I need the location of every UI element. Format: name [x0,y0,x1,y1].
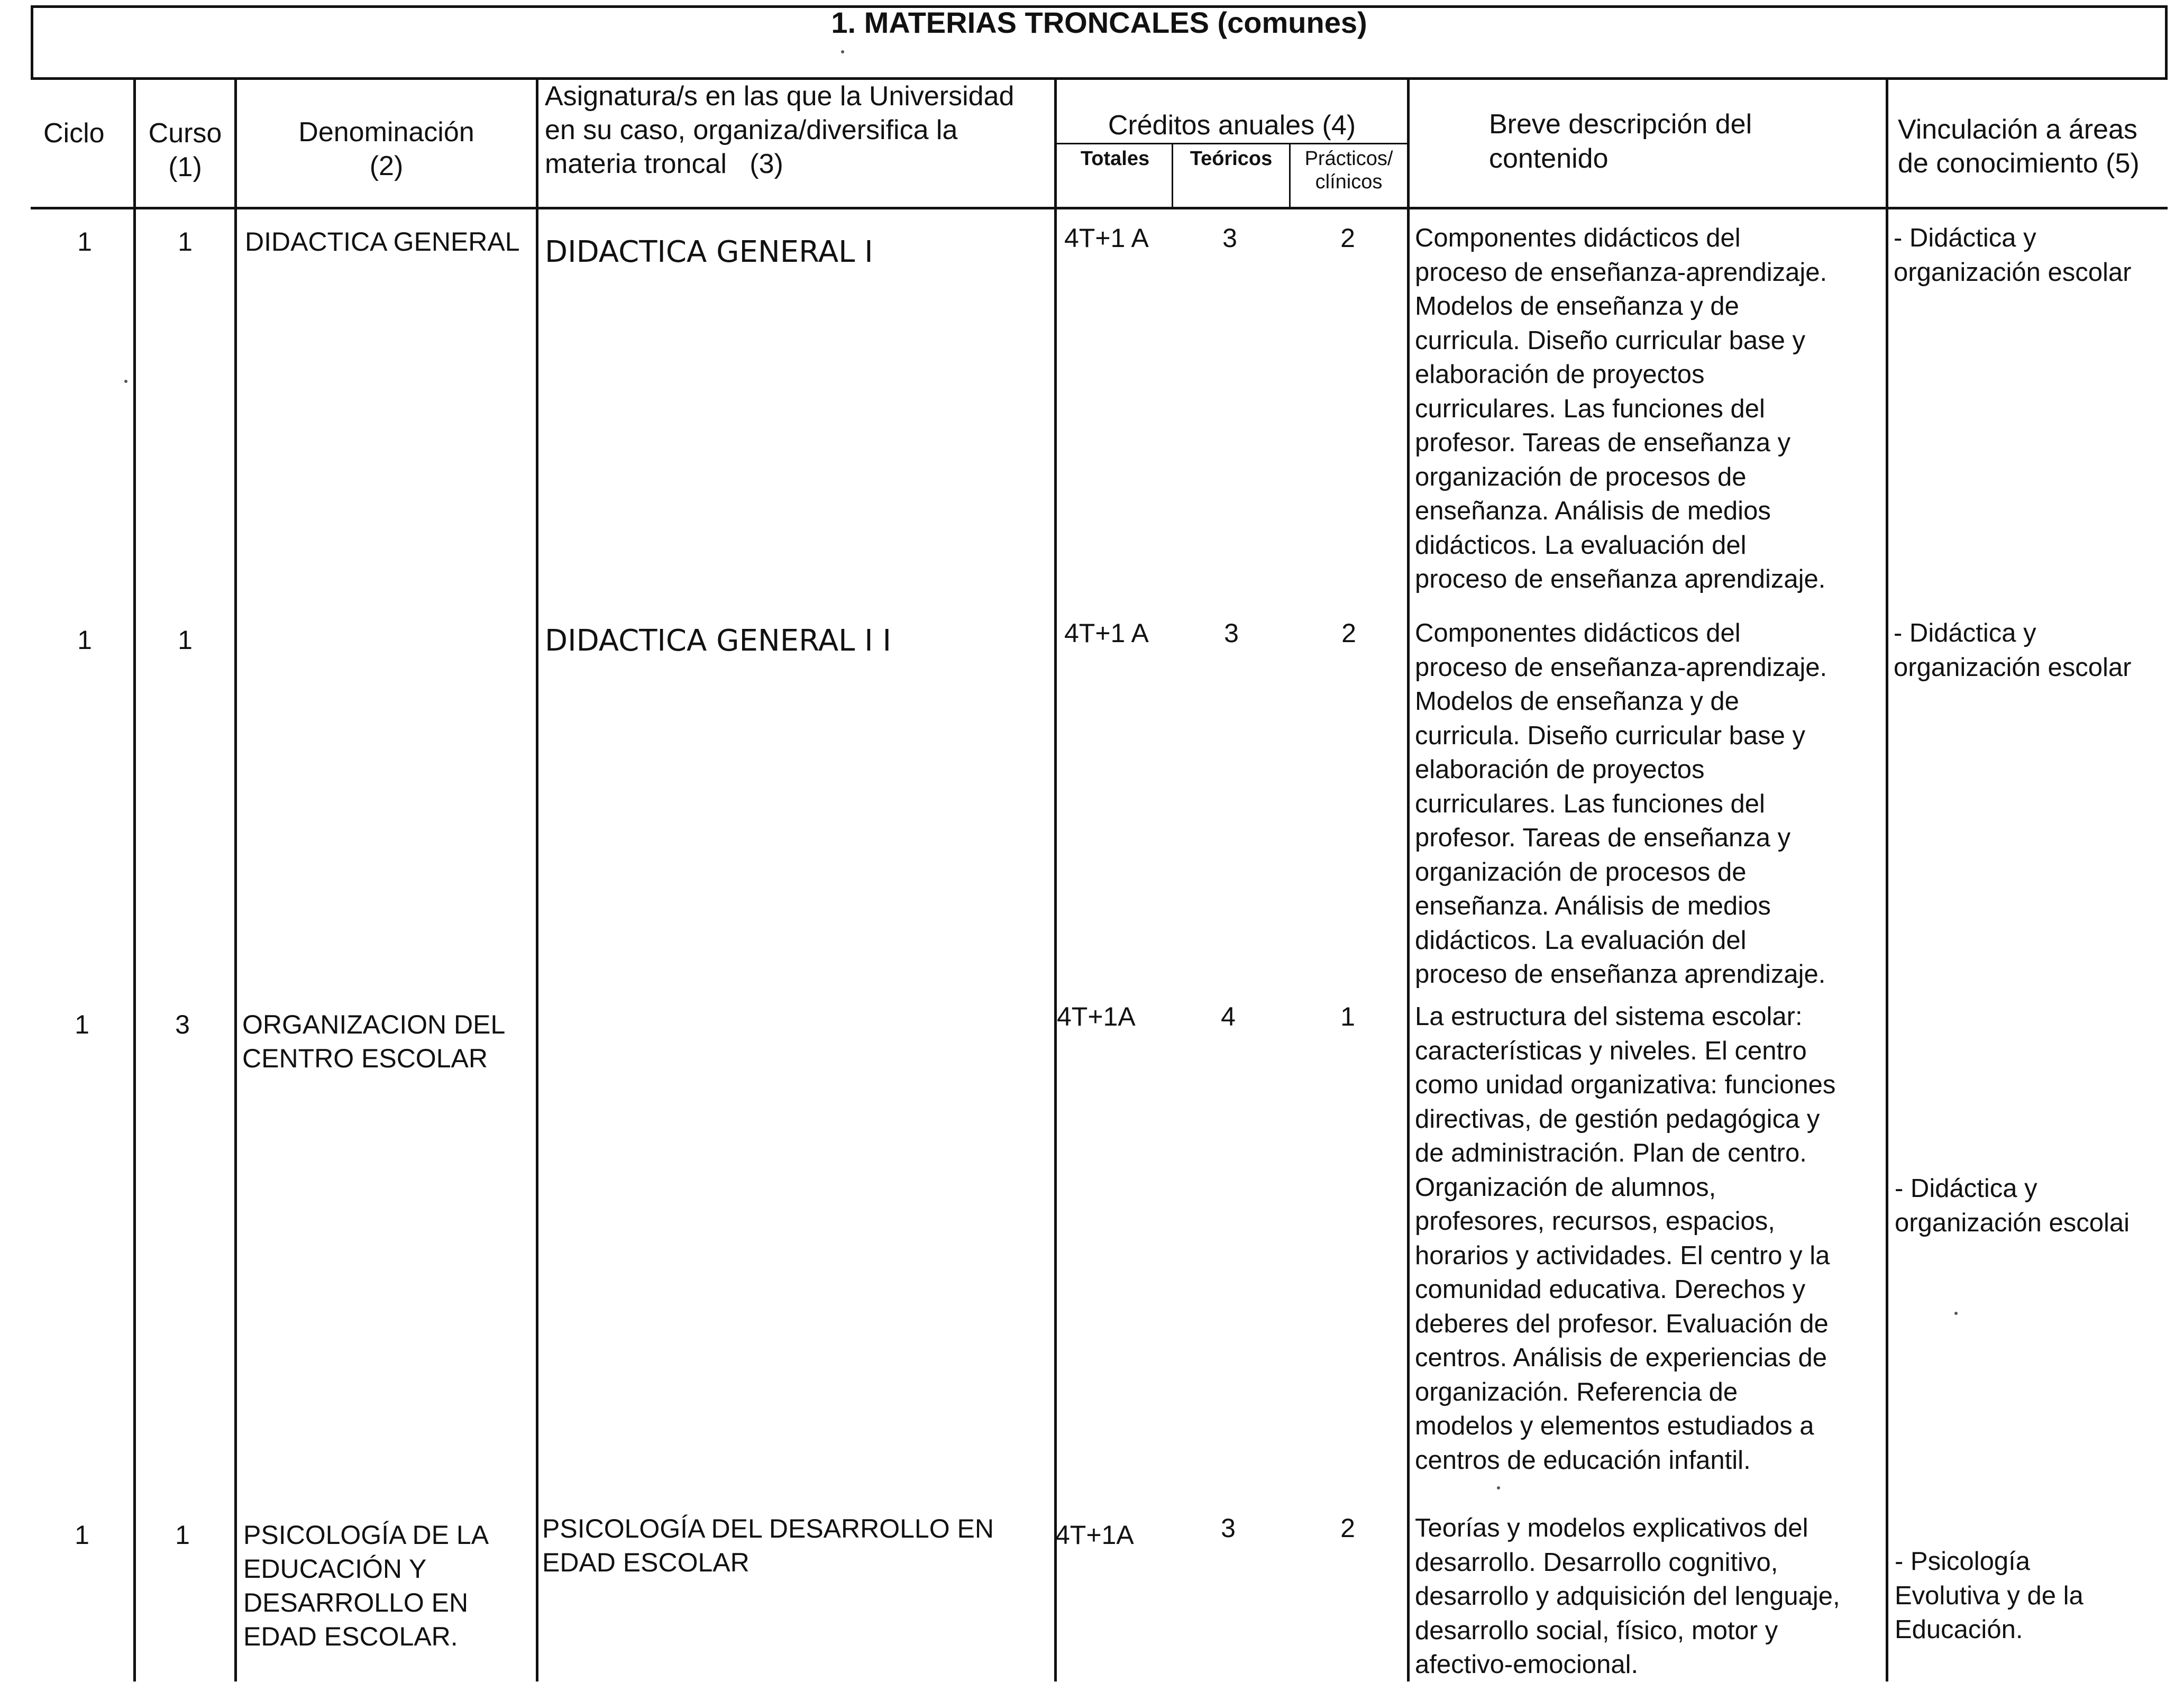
vinculacion-line: organización escolar [1894,258,2132,287]
header-curso [136,116,234,184]
cell-curso: 1 [178,625,193,655]
description-line: proceso de enseñanza-aprendizaje. [1415,653,1827,682]
cell-descripcion [1415,1000,1835,1477]
header-vinculacion-line-2: de conocimiento (5) [1898,148,2140,179]
cell-denominacion-line: DIDACTICA GENERAL [245,227,520,257]
header-descripcion-line-1: Breve descripción del [1489,109,1752,140]
description-line: didácticos. La evaluación del [1415,926,1747,955]
cell-practicos: 2 [1341,618,1356,648]
credits-subheader-border [1055,143,1410,144]
col-divider-denominacion [536,79,538,1681]
col-divider-ciclo [133,79,136,1681]
header-practicos-line-1: Prácticos/ [1304,148,1393,170]
cell-denominacion-line: ORGANIZACION DEL [242,1010,506,1039]
cell-asignatura [542,1512,994,1579]
cell-vinculacion [1894,616,2131,684]
header-asignatura-line-3: materia troncal (3) [545,149,783,179]
header-practicos [1291,147,1407,194]
cell-practicos: 2 [1340,1513,1355,1543]
cell-curso: 1 [175,1520,190,1550]
description-line: características y niveles. El centro [1415,1036,1807,1065]
cell-teoricos: 4 [1221,1002,1236,1031]
vinculacion-line: organización escolar [1894,653,2132,682]
header-vinculacion [1898,113,2140,180]
description-line: organización. Referencia de [1415,1377,1738,1406]
description-line: Teorías y modelos explicativos del [1415,1514,1808,1542]
description-line: desarrollo y adquisición del lenguaje, [1415,1582,1840,1611]
cell-denominacion [242,1008,505,1075]
scan-speck [1954,1312,1958,1315]
header-curso-line-2: (1) [168,152,202,182]
cell-vinculacion [1895,1544,2084,1647]
cell-asignatura [545,235,873,269]
description-line: afectivo-emocional. [1415,1650,1639,1679]
document-title: 1. MATERIAS TRONCALES (comunes) [831,6,1367,39]
cell-asignatura-line: DIDACTICA GENERAL I I [545,624,891,658]
cell-denominacion-line: EDUCACIÓN Y [243,1554,427,1584]
cell-denominacion [243,1518,489,1653]
scan-speck [124,380,127,383]
cell-practicos: 2 [1340,223,1355,253]
cell-totales: 4T+1A [1055,1520,1134,1550]
description-line: enseñanza. Análisis de medios [1415,497,1771,525]
cell-ciclo: 1 [75,1010,89,1039]
description-line: elaboración de proyectos [1415,360,1705,389]
scan-speck [1497,1486,1500,1489]
cell-teoricos: 3 [1224,618,1239,648]
cell-totales: 4T+1 A [1064,618,1149,648]
description-line: curricula. Diseño curricular base y [1415,326,1805,355]
col-divider-creditos [1407,79,1410,1681]
cell-ciclo: 1 [75,1520,89,1550]
cell-descripcion [1415,221,1827,597]
header-bottom-border [31,207,2168,209]
description-line: enseñanza. Análisis de medios [1415,892,1771,920]
description-line: profesor. Tareas de enseñanza y [1415,428,1791,457]
description-line: profesores, recursos, espacios, [1415,1207,1775,1236]
description-line: horarios y actividades. El centro y la [1415,1241,1830,1270]
col-divider-curso [234,79,237,1681]
cell-denominacion-line: DESARROLLO EN [243,1588,469,1617]
header-asignatura [545,79,1014,181]
description-line: Organización de alumnos, [1415,1173,1716,1202]
header-asignatura-line-1: Asignatura/s en las que la Universidad [545,81,1015,112]
cell-descripcion [1415,616,1827,992]
title-bottom-border [31,77,2168,80]
header-ciclo: Ciclo [43,118,105,149]
cell-teoricos: 3 [1222,223,1237,253]
vinculacion-line: - Didáctica y [1894,224,2036,252]
header-curso-line-1: Curso [148,118,222,149]
cell-teoricos: 3 [1221,1513,1236,1543]
cell-asignatura-line: EDAD ESCOLAR [542,1548,750,1577]
vinculacion-line: Educación. [1895,1615,2023,1644]
vinculacion-line: - Psicología [1895,1547,2031,1576]
header-denominacion-line-2: (2) [369,151,404,181]
vinculacion-line: organización escolai [1895,1208,2130,1237]
description-line: desarrollo. Desarrollo cognitivo, [1415,1548,1778,1577]
cell-denominacion-line: EDAD ESCOLAR. [243,1622,458,1651]
cell-descripcion [1415,1511,1840,1682]
cell-vinculacion [1895,1172,2130,1240]
description-line: organización de procesos de [1415,462,1747,491]
cell-denominacion [245,225,520,259]
description-line: directivas, de gestión pedagógica y [1415,1104,1820,1133]
header-practicos-line-2: clínicos [1315,171,1383,193]
description-line: proceso de enseñanza-aprendizaje. [1415,258,1827,287]
description-line: La estructura del sistema escolar: [1415,1002,1803,1031]
description-line: curricula. Diseño curricular base y [1415,721,1805,750]
description-line: comunidad educativa. Derechos y [1415,1275,1806,1304]
description-line: proceso de enseñanza aprendizaje. [1415,960,1826,989]
vinculacion-line: - Didáctica y [1895,1174,2037,1203]
description-line: centros de educación infantil. [1415,1446,1751,1475]
cell-asignatura [545,624,891,658]
header-vinculacion-line-1: Vinculación a áreas [1898,114,2137,145]
header-teoricos: Teóricos [1190,148,1273,170]
header-asignatura-line-2: en su caso, organiza/diversifica la [545,115,958,145]
description-line: Modelos de enseñanza y de [1415,292,1739,321]
cell-ciclo: 1 [77,625,92,655]
header-creditos: Créditos anuales (4) [1108,110,1356,141]
cell-vinculacion [1894,221,2131,289]
description-line: elaboración de proyectos [1415,755,1705,784]
col-divider-asignatura [1054,79,1057,1681]
description-line: didácticos. La evaluación del [1415,531,1747,560]
scan-speck [841,50,844,53]
description-line: Componentes didácticos del [1415,619,1741,647]
description-line: Modelos de enseñanza y de [1415,687,1739,716]
cell-totales: 4T+1 A [1064,223,1149,253]
description-line: organización de procesos de [1415,857,1747,886]
description-line: profesor. Tareas de enseñanza y [1415,824,1791,852]
description-line: como unidad organizativa: funciones [1415,1071,1836,1099]
header-denominacion [237,115,536,183]
vinculacion-line: Evolutiva y de la [1895,1581,2084,1610]
cell-denominacion-line: CENTRO ESCOLAR [242,1044,488,1073]
description-line: Componentes didácticos del [1415,224,1741,252]
description-line: proceso de enseñanza aprendizaje. [1415,565,1826,593]
col-divider-descripcion [1886,79,1888,1681]
cell-asignatura-line: PSICOLOGÍA DEL DESARROLLO EN [542,1514,994,1543]
header-descripcion [1489,107,1752,141]
vinculacion-line: - Didáctica y [1894,619,2036,647]
cell-curso: 3 [175,1010,190,1039]
header-totales: Totales [1080,148,1150,170]
description-line: centros. Análisis de experiencias de [1415,1343,1827,1372]
header-denominacion-line-1: Denominación [298,117,474,148]
description-line: curriculares. Las funciones del [1415,789,1765,818]
description-line: de administración. Plan de centro. [1415,1139,1807,1167]
cell-curso: 1 [178,227,193,257]
cell-denominacion-line: PSICOLOGÍA DE LA [243,1520,489,1550]
header-descripcion-line-2: contenido [1489,143,1609,174]
description-line: modelos y elementos estudiados a [1415,1412,1814,1440]
cell-asignatura-line: DIDACTICA GENERAL I [545,235,873,269]
cell-practicos: 1 [1340,1002,1355,1031]
description-line: curriculares. Las funciones del [1415,394,1765,423]
description-line: deberes del profesor. Evaluación de [1415,1309,1829,1338]
cell-totales: 4T+1A [1057,1002,1136,1031]
header-descripcion-2 [1489,142,1609,176]
cell-ciclo: 1 [77,227,92,257]
description-line: desarrollo social, físico, motor y [1415,1616,1778,1645]
